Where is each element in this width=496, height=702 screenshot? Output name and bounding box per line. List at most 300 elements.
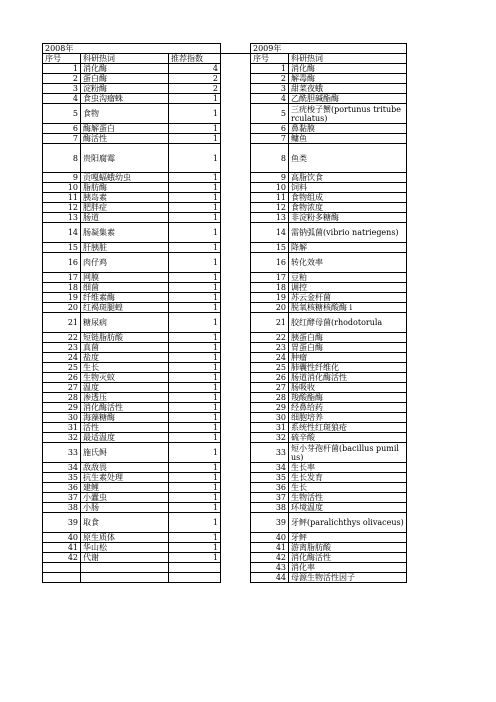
row-keyword-left: 肝胰脏 [81, 243, 169, 253]
row-index-right: 15 [251, 243, 289, 253]
row-keyword-right: 牙鲆 [289, 533, 407, 543]
gap-cell [221, 363, 251, 373]
row-keyword-left: 生物灭蚊 [81, 373, 169, 383]
row-index-left: 5 [43, 104, 81, 124]
row-score-left: 1 [169, 273, 221, 283]
gap-cell [221, 373, 251, 383]
row-keyword-left: 建鲤 [81, 483, 169, 493]
row-keyword-left: 最适温度 [81, 433, 169, 443]
gap-cell [221, 393, 251, 403]
row-index-left: 21 [43, 313, 81, 333]
row-index-right: 14 [251, 223, 289, 243]
table-row [43, 94, 407, 104]
gap-cell [221, 203, 251, 213]
row-keyword-left: 纤维素酶 [81, 293, 169, 303]
row-score-left: 1 [169, 293, 221, 303]
row-keyword-left: 肠凝集素 [81, 223, 169, 243]
gap-cell [221, 193, 251, 203]
year-2008-label: 2008年 [43, 44, 221, 54]
row-index-right: 31 [251, 423, 289, 433]
empty-cell [169, 573, 221, 583]
row-keyword-right: 转化效率 [289, 253, 407, 273]
row-keyword-left: 网膜 [81, 273, 169, 283]
row-index-right: 37 [251, 493, 289, 503]
row-index-right: 32 [251, 433, 289, 443]
row-keyword-right: 短小芽孢杆菌(bacillus pumilus) [289, 443, 407, 463]
table-row [43, 243, 407, 253]
row-score-left: 1 [169, 513, 221, 533]
header-score-left: 推荐指数 [169, 54, 221, 64]
row-keyword-right: 鼻黏膜 [289, 124, 407, 134]
row-index-left: 7 [43, 134, 81, 144]
gap-cell [221, 423, 251, 433]
row-score-left: 1 [169, 493, 221, 503]
row-index-left: 4 [43, 94, 81, 104]
row-index-right: 28 [251, 393, 289, 403]
table-row [43, 393, 407, 403]
row-score-left: 1 [169, 543, 221, 553]
row-index-right: 11 [251, 193, 289, 203]
row-index-right: 12 [251, 203, 289, 213]
table-row [43, 423, 407, 433]
row-keyword-right: 牙鲆(paralichthys olivaceus) [289, 513, 407, 533]
row-keyword-right: 肺囊性纤维化 [289, 363, 407, 373]
row-keyword-left: 小肠 [81, 503, 169, 513]
row-keyword-left: 肉仔鸡 [81, 253, 169, 273]
row-index-left: 35 [43, 473, 81, 483]
table-row [43, 473, 407, 483]
row-keyword-left: 肠道 [81, 213, 169, 223]
gap-cell [221, 463, 251, 473]
table-row [43, 403, 407, 413]
row-index-right: 30 [251, 413, 289, 423]
row-keyword-left: 真菌 [81, 343, 169, 353]
row-index-left: 16 [43, 253, 81, 273]
gap-cell [221, 84, 251, 94]
table-row [43, 183, 407, 193]
row-index-right: 3 [251, 84, 289, 94]
row-keyword-left: 细菌 [81, 283, 169, 293]
table-row [43, 443, 407, 463]
row-index-left: 11 [43, 193, 81, 203]
row-index-left: 41 [43, 543, 81, 553]
row-index-right: 1 [251, 64, 289, 74]
row-score-left: 1 [169, 443, 221, 463]
row-keyword-left: 生长 [81, 363, 169, 373]
row-keyword-left: 温度 [81, 383, 169, 393]
row-index-right: 8 [251, 144, 289, 173]
table-row [43, 313, 407, 333]
gap-cell [221, 173, 251, 183]
table-row [43, 253, 407, 273]
row-keyword-left: 酶活性 [81, 134, 169, 144]
row-keyword-right: 食物浓度 [289, 203, 407, 213]
row-index-right: 25 [251, 363, 289, 373]
row-keyword-right: 生长 [289, 483, 407, 493]
gap-cell [221, 303, 251, 313]
row-index-left: 8 [43, 144, 81, 173]
row-score-left: 1 [169, 313, 221, 333]
table-row [43, 173, 407, 183]
row-index-right: 16 [251, 253, 289, 273]
table-row [43, 84, 407, 94]
row-index-right: 9 [251, 173, 289, 183]
row-keyword-left: 取食 [81, 513, 169, 533]
row-index-right: 6 [251, 124, 289, 134]
row-keyword-left: 海藻糖酶 [81, 413, 169, 423]
table-row [43, 283, 407, 293]
header-keyword-left: 科研热词 [81, 54, 169, 64]
header-keyword-right: 科研热词 [289, 54, 407, 64]
row-index-left: 29 [43, 403, 81, 413]
table-row [43, 553, 407, 563]
row-keyword-right: 游离脂肪酸 [289, 543, 407, 553]
table-row [43, 353, 407, 363]
table-row [43, 343, 407, 353]
row-index-left: 28 [43, 393, 81, 403]
row-score-left: 1 [169, 283, 221, 293]
row-keyword-right: 经鼻给药 [289, 403, 407, 413]
row-keyword-right: 消化酶活性 [289, 553, 407, 563]
row-index-left: 10 [43, 183, 81, 193]
gap-cell [221, 493, 251, 503]
table-row [43, 303, 407, 313]
row-keyword-right: 胃蛋白酶 [289, 343, 407, 353]
row-index-right: 40 [251, 533, 289, 543]
row-index-left: 15 [43, 243, 81, 253]
row-index-right: 23 [251, 343, 289, 353]
row-index-left: 3 [43, 84, 81, 94]
row-score-left: 1 [169, 213, 221, 223]
row-index-right: 44 [251, 573, 289, 583]
empty-cell [169, 563, 221, 573]
row-keyword-left: 小蠹虫 [81, 493, 169, 503]
table-row [43, 493, 407, 503]
row-keyword-right: 系统性红斑狼疮 [289, 423, 407, 433]
row-index-right: 34 [251, 463, 289, 473]
gap-cell [221, 553, 251, 563]
row-score-left: 1 [169, 94, 221, 104]
row-index-right: 26 [251, 373, 289, 383]
table-row [43, 64, 407, 74]
table-row [43, 533, 407, 543]
row-keyword-right: 胰蛋白酶 [289, 333, 407, 343]
row-index-right: 39 [251, 513, 289, 533]
table-row [43, 383, 407, 393]
row-index-left: 39 [43, 513, 81, 533]
row-keyword-left: 盐度 [81, 353, 169, 363]
row-score-left: 1 [169, 124, 221, 134]
gap-cell [221, 483, 251, 493]
gap-cell [221, 104, 251, 124]
table-row [43, 193, 407, 203]
gap-cell [221, 353, 251, 363]
gap-cell [221, 183, 251, 193]
row-keyword-right: 胶红酵母菌(rhodotorula [289, 313, 407, 333]
row-keyword-left: 脂肪酶 [81, 183, 169, 193]
row-keyword-right: 生长率 [289, 463, 407, 473]
gap-cell [221, 333, 251, 343]
row-index-left: 6 [43, 124, 81, 134]
row-keyword-right: 肠道消化酶活性 [289, 373, 407, 383]
row-keyword-right: 生长发育 [289, 473, 407, 483]
table-row [43, 483, 407, 493]
row-score-left: 1 [169, 104, 221, 124]
row-keyword-left: 肥胖症 [81, 203, 169, 213]
row-keyword-right: 肿瘤 [289, 353, 407, 363]
empty-cell [81, 573, 169, 583]
row-keyword-left: 贵阳腐霉 [81, 144, 169, 173]
row-index-left: 42 [43, 553, 81, 563]
row-keyword-right: 消化酶 [289, 64, 407, 74]
row-score-left: 1 [169, 144, 221, 173]
gap-cell [221, 64, 251, 74]
row-keyword-right: 母源生物活性因子 [289, 573, 407, 583]
row-keyword-right: 需钠弧菌(vibrio natriegens) [289, 223, 407, 243]
table-row [43, 463, 407, 473]
gap-cell [221, 533, 251, 543]
row-index-left: 32 [43, 433, 81, 443]
row-keyword-right: 非淀粉多糖酶 [289, 213, 407, 223]
row-keyword-left: 蛋白酶 [81, 74, 169, 84]
table-row [43, 373, 407, 383]
row-keyword-left: 糖尿病 [81, 313, 169, 333]
row-keyword-left: 贡嘎蝠蛾幼虫 [81, 173, 169, 183]
gap-cell [221, 283, 251, 293]
row-index-right: 43 [251, 563, 289, 573]
gap-cell [221, 54, 251, 64]
row-keyword-right: 降解 [289, 243, 407, 253]
gap-cell [221, 253, 251, 273]
table-row [43, 134, 407, 144]
row-score-left: 1 [169, 403, 221, 413]
table-row [43, 74, 407, 84]
row-keyword-left: 红褐斑腿蝗 [81, 303, 169, 313]
row-score-left: 1 [169, 363, 221, 373]
row-score-left: 1 [169, 353, 221, 363]
row-index-left: 9 [43, 173, 81, 183]
row-index-right: 38 [251, 503, 289, 513]
row-keyword-right: 生物活性 [289, 493, 407, 503]
gap-cell [221, 134, 251, 144]
gap-cell [221, 74, 251, 84]
row-index-right: 20 [251, 303, 289, 313]
row-keyword-left: 活性 [81, 423, 169, 433]
row-score-left: 1 [169, 223, 221, 243]
gap-cell [221, 94, 251, 104]
table-row [43, 104, 407, 124]
row-keyword-right: 环境温度 [289, 503, 407, 513]
row-index-left: 36 [43, 483, 81, 493]
row-score-left: 1 [169, 343, 221, 353]
row-index-left: 34 [43, 463, 81, 473]
row-keyword-right: 豆粕 [289, 273, 407, 283]
table-row [43, 433, 407, 443]
gap-cell [221, 144, 251, 173]
row-score-left: 1 [169, 473, 221, 483]
row-score-left: 1 [169, 193, 221, 203]
row-index-left: 23 [43, 343, 81, 353]
table-row [43, 513, 407, 533]
row-score-left: 1 [169, 483, 221, 493]
row-index-right: 35 [251, 473, 289, 483]
table-row [43, 124, 407, 134]
row-keyword-right: 脱氧核糖核酸酶 i [289, 303, 407, 313]
row-score-left: 2 [169, 74, 221, 84]
row-score-left: 4 [169, 64, 221, 74]
row-keyword-left: 敌敌畏 [81, 463, 169, 473]
table-row [43, 333, 407, 343]
row-index-left: 17 [43, 273, 81, 283]
row-score-left: 1 [169, 423, 221, 433]
empty-cell [43, 563, 81, 573]
row-keyword-left: 原生质体 [81, 533, 169, 543]
gap-cell [221, 563, 251, 573]
row-index-right: 24 [251, 353, 289, 363]
row-index-left: 25 [43, 363, 81, 373]
row-index-right: 27 [251, 383, 289, 393]
row-index-left: 30 [43, 413, 81, 423]
row-keyword-left: 消化酶 [81, 64, 169, 74]
row-keyword-right: 三疣梭子蟹(portunus trituberculatus) [289, 104, 407, 124]
gap-cell [221, 293, 251, 303]
row-score-left: 1 [169, 303, 221, 313]
row-index-left: 40 [43, 533, 81, 543]
gap-cell [221, 44, 251, 54]
row-index-left: 37 [43, 493, 81, 503]
year-row [43, 44, 407, 54]
row-keyword-right: 高脂饮食 [289, 173, 407, 183]
row-keyword-right: 解毒酶 [289, 74, 407, 84]
row-keyword-left: 短链脂肪酸 [81, 333, 169, 343]
gap-cell [221, 413, 251, 423]
row-index-left: 22 [43, 333, 81, 343]
row-score-left: 1 [169, 134, 221, 144]
table-row [43, 503, 407, 513]
row-keyword-right: 甜菜夜蛾 [289, 84, 407, 94]
row-score-left: 1 [169, 203, 221, 213]
row-score-left: 1 [169, 183, 221, 193]
row-index-left: 26 [43, 373, 81, 383]
row-score-left: 2 [169, 84, 221, 94]
row-keyword-right: 乙酰胆碱酯酶 [289, 94, 407, 104]
table-row [43, 203, 407, 213]
gap-cell [221, 543, 251, 553]
row-keyword-right: 消化率 [289, 563, 407, 573]
table-row [43, 573, 407, 583]
row-index-right: 41 [251, 543, 289, 553]
row-index-right: 5 [251, 104, 289, 124]
row-index-right: 21 [251, 313, 289, 333]
row-keyword-right: 调控 [289, 283, 407, 293]
table-row [43, 273, 407, 283]
row-index-left: 12 [43, 203, 81, 213]
year-2009-label: 2009年 [251, 44, 407, 54]
row-index-left: 38 [43, 503, 81, 513]
gap-cell [221, 273, 251, 283]
row-index-left: 33 [43, 443, 81, 463]
gap-cell [221, 223, 251, 243]
gap-cell [221, 503, 251, 513]
row-keyword-left: 食虫沟瘤蛛 [81, 94, 169, 104]
gap-cell [221, 473, 251, 483]
table-row [43, 563, 407, 573]
row-index-left: 1 [43, 64, 81, 74]
empty-cell [43, 573, 81, 583]
table-row [43, 543, 407, 553]
row-score-left: 1 [169, 413, 221, 423]
row-keyword-left: 胰岛素 [81, 193, 169, 203]
hotword-table [42, 43, 407, 583]
row-index-right: 10 [251, 183, 289, 193]
row-index-left: 27 [43, 383, 81, 393]
row-keyword-left: 消化酶活性 [81, 403, 169, 413]
row-index-left: 14 [43, 223, 81, 243]
gap-cell [221, 343, 251, 353]
row-keyword-left: 施氏鲟 [81, 443, 169, 463]
row-score-left: 1 [169, 173, 221, 183]
gap-cell [221, 213, 251, 223]
header-index-right: 序号 [251, 54, 289, 64]
row-index-right: 7 [251, 134, 289, 144]
row-index-left: 13 [43, 213, 81, 223]
row-keyword-right: 鳙鱼 [289, 134, 407, 144]
gap-cell [221, 433, 251, 443]
table-row [43, 144, 407, 173]
header-row [43, 54, 407, 64]
row-keyword-left: 淀粉酶 [81, 84, 169, 94]
row-keyword-right: 细胞培养 [289, 413, 407, 423]
table-row [43, 213, 407, 223]
gap-cell [221, 443, 251, 463]
row-keyword-right: 肠吸收 [289, 383, 407, 393]
table-row [43, 413, 407, 423]
gap-cell [221, 403, 251, 413]
gap-cell [221, 313, 251, 333]
row-index-left: 19 [43, 293, 81, 303]
row-index-right: 2 [251, 74, 289, 84]
row-score-left: 1 [169, 503, 221, 513]
row-score-left: 1 [169, 243, 221, 253]
row-keyword-left: 抗生素处理 [81, 473, 169, 483]
row-score-left: 1 [169, 463, 221, 473]
row-index-right: 19 [251, 293, 289, 303]
row-keyword-right: 羧酸酯酶 [289, 393, 407, 403]
table-row [43, 293, 407, 303]
row-index-left: 2 [43, 74, 81, 84]
row-keyword-right: 苏云金杆菌 [289, 293, 407, 303]
row-index-left: 31 [43, 423, 81, 433]
header-index-left: 序号 [43, 54, 81, 64]
gap-cell [221, 243, 251, 253]
row-score-left: 1 [169, 253, 221, 273]
table-row [43, 223, 407, 243]
row-index-right: 18 [251, 283, 289, 293]
row-index-right: 36 [251, 483, 289, 493]
gap-cell [221, 573, 251, 583]
row-keyword-left: 食物 [81, 104, 169, 124]
row-keyword-left: 渗透压 [81, 393, 169, 403]
row-score-left: 1 [169, 433, 221, 443]
row-index-left: 18 [43, 283, 81, 293]
gap-cell [221, 124, 251, 134]
row-index-right: 29 [251, 403, 289, 413]
row-score-left: 1 [169, 533, 221, 543]
row-index-left: 20 [43, 303, 81, 313]
row-index-right: 42 [251, 553, 289, 563]
row-keyword-right: 食物组成 [289, 193, 407, 203]
row-score-left: 1 [169, 383, 221, 393]
